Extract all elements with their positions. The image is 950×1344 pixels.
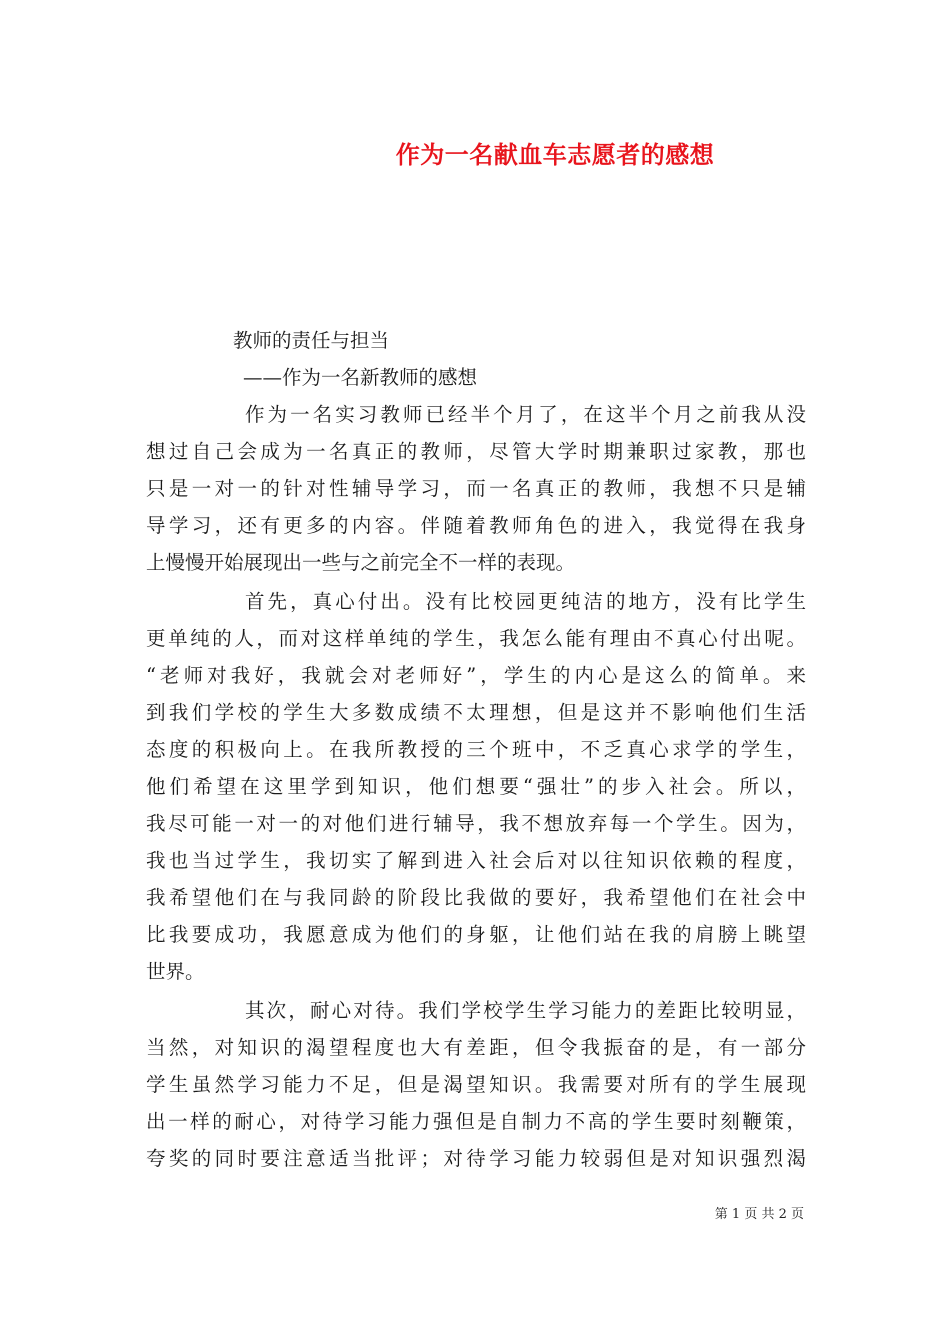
document-title: 作为一名献血车志愿者的感想 [395,140,715,169]
body-line: 只是一对一的针对性辅导学习，而一名真正的教师，我想不只是辅 [146,477,806,500]
body-line: 首先，真心付出。没有比校园更纯洁的地方，没有比学生 [245,590,806,613]
body-line: 到我们学校的学生大多数成绩不太理想，但是这并不影响他们生活 [146,701,806,724]
body-line: 夸奖的同时要注意适当批评；对待学习能力较弱但是对知识强烈渴 [146,1147,806,1170]
body-line: 更单纯的人，而对这样单纯的学生，我怎么能有理由不真心付出呢。 [146,627,806,650]
body-line: 当然，对知识的渴望程度也大有差距，但令我振奋的是，有一部分 [146,1036,806,1059]
body-line: 其次，耐心对待。我们学校学生学习能力的差距比较明显， [245,999,806,1022]
body-line: 他们希望在这里学到知识，他们想要“强壮”的步入社会。所以， [146,775,806,798]
body-line: 态度的积极向上。在我所教授的三个班中，不乏真心求学的学生， [146,738,806,761]
body-line: 我也当过学生，我切实了解到进入社会后对以往知识依赖的程度， [146,849,806,872]
body-line: 上慢慢开始展现出一些与之前完全不一样的表现。 [146,551,576,574]
body-line: 世界。 [146,960,205,983]
document-subheading: ——作为一名新教师的感想 [243,366,478,389]
document-subtitle: 教师的责任与担当 [233,329,390,352]
body-line: 我尽可能一对一的对他们进行辅导，我不想放弃每一个学生。因为， [146,812,806,835]
body-line: 比我要成功，我愿意成为他们的身躯，让他们站在我的肩膀上眺望 [146,923,806,946]
page-number: 第 1 页 共 2 页 [714,1207,804,1222]
body-line: “老师对我好，我就会对老师好”，学生的内心是这么的简单。来 [146,664,806,687]
body-line: 我希望他们在与我同龄的阶段比我做的要好，我希望他们在社会中 [146,886,806,909]
body-line: 出一样的耐心，对待学习能力强但是自制力不高的学生要时刻鞭策， [146,1110,806,1133]
body-line: 学生虽然学习能力不足，但是渴望知识。我需要对所有的学生展现 [146,1073,806,1096]
body-line: 导学习，还有更多的内容。伴随着教师角色的进入，我觉得在我身 [146,514,806,537]
body-line: 作为一名实习教师已经半个月了，在这半个月之前我从没 [245,403,806,426]
body-line: 想过自己会成为一名真正的教师，尽管大学时期兼职过家教，那也 [146,440,806,463]
